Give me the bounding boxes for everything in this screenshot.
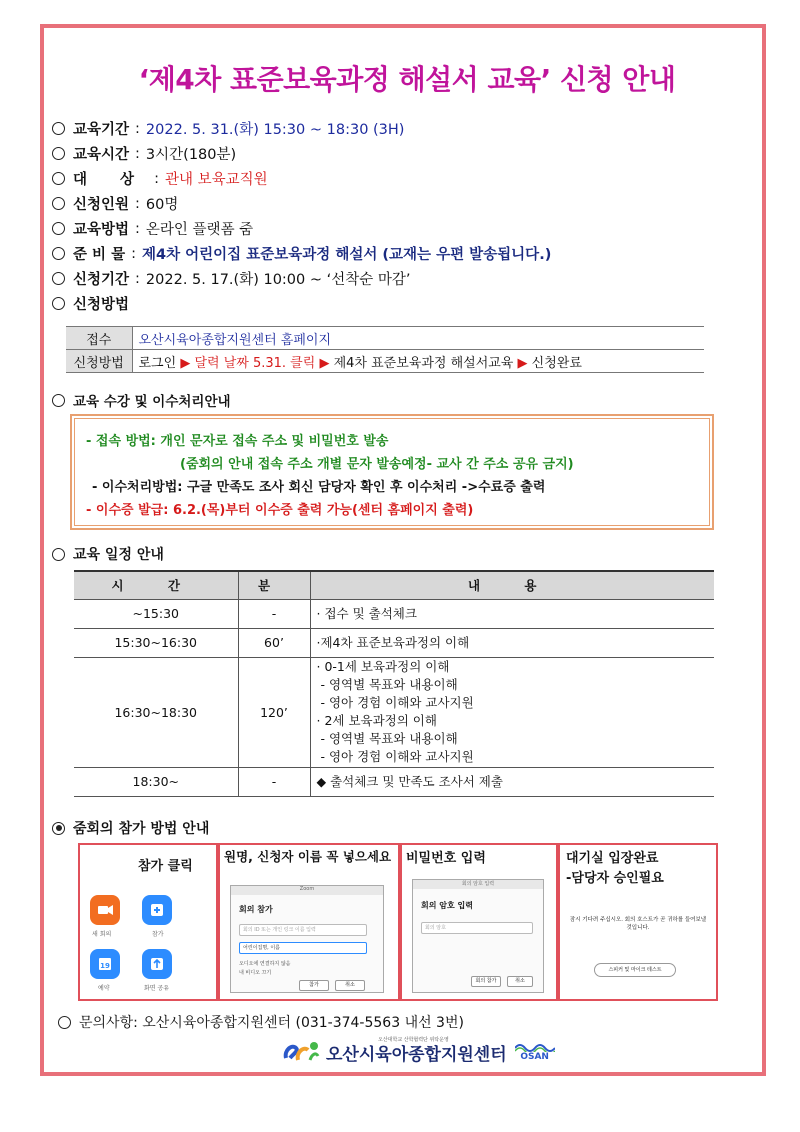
cell-time: 15:30~16:30 <box>74 628 238 657</box>
info-label: 교육시간 <box>73 147 130 163</box>
table-header-row <box>74 571 714 599</box>
contact-line <box>58 1012 464 1032</box>
cell-min: - <box>238 767 310 796</box>
content-line: - 영역별 목표와 내용이해 <box>316 731 458 746</box>
info-value: 제4차 어린이집 표준보육과정 해설서 (교재는 우편 발송됩니다.) <box>142 247 552 263</box>
option-video-off[interactable]: 내 비디오 끄기 <box>239 970 272 976</box>
new-meeting-icon <box>90 895 120 925</box>
schedule-table <box>74 570 714 797</box>
content-line: - 영아 경험 이해와 교사지원 <box>316 749 474 764</box>
circle-bullet-icon <box>52 122 65 135</box>
option-no-audio[interactable]: 오디오에 연결하지 않음 <box>239 961 291 967</box>
completion-heading <box>52 390 231 410</box>
info-list <box>52 116 752 316</box>
section-title: 줌회의 참가 방법 안내 <box>73 821 210 837</box>
cancel-button[interactable]: 취소 <box>335 980 365 991</box>
info-value: 3시간(180분) <box>145 147 237 163</box>
table-row <box>74 599 714 628</box>
cancel-button[interactable]: 취소 <box>507 976 533 987</box>
completion-notice-box <box>70 414 714 530</box>
schedule-heading <box>52 544 164 564</box>
join-icon <box>142 895 172 925</box>
info-duration: 교육시간 : 3시간(180분) <box>52 141 752 166</box>
panel-title: 대기실 입장완료 <box>566 851 659 866</box>
info-period: 교육기간 : 2022. 5. 31.(화) 15:30 ~ 18:30 (3H) <box>52 116 752 141</box>
cell-min: 60’ <box>238 628 310 657</box>
section-title: 교육 수강 및 이수처리안내 <box>73 394 231 410</box>
table-row <box>74 657 714 767</box>
contact-text: 문의사항: 오산시육아종합지원센터 (031-374-5563 내선 3번) <box>79 1015 464 1031</box>
notice-line: (줌회의 안내 접속 주소 개별 문자 발송예정- 교사 간 주소 공유 금지) <box>180 457 574 472</box>
info-label: 신청방법 <box>73 297 130 313</box>
zoom-panel-name <box>218 843 400 1001</box>
zoom-panel-join <box>78 843 218 1001</box>
name-field[interactable]: 어린이집명, 이름 <box>239 942 367 954</box>
circle-bullet-icon <box>52 197 65 210</box>
info-apply-method <box>52 291 752 316</box>
btn-label: 참가 <box>152 931 164 938</box>
osan-wave-icon <box>515 1042 555 1052</box>
zoom-panel-password <box>400 843 558 1001</box>
apply-head-reception: 접수 <box>66 327 132 350</box>
btn-label: 예약 <box>98 985 110 992</box>
apply-table <box>66 326 704 373</box>
info-value: 온라인 플랫폼 줌 <box>145 222 254 238</box>
notice-line: - 이수처리방법: 구글 만족도 조사 회신 담당자 확인 후 이수처리 ->수료증 출력 <box>92 480 546 495</box>
circle-bullet-icon <box>52 247 65 260</box>
panel-title: 참가 클릭 <box>138 859 193 874</box>
header-time: 시 간 <box>74 571 238 599</box>
info-apply-period: 신청기간 : 2022. 5. 17.(화) 10:00 ~ ‘선착순 마감’ <box>52 266 752 291</box>
dialog-title: 회의 암호 입력 <box>421 901 473 910</box>
info-target: 대 상 : 관내 보육교직원 <box>52 166 752 191</box>
waiting-message: 잠시 기다려 주십시오. 회의 호스트가 곧 귀하를 들여보낼 것입니다. <box>569 917 707 931</box>
arrow-right-icon: ▶ <box>517 355 528 371</box>
password-field[interactable]: 회의 암호 <box>421 922 533 934</box>
dialog-bar: Zoom <box>231 886 383 895</box>
info-value: 관내 보육교직원 <box>164 172 268 188</box>
circle-bullet-icon <box>52 548 65 561</box>
info-label: 대 상 <box>73 172 149 188</box>
panel-title: 원명, 신청자 이름 꼭 넣으세요 <box>224 849 392 864</box>
step-done: 신청완료 <box>531 355 582 371</box>
cell-content: · 접수 및 출석체크 <box>310 599 714 628</box>
cell-time: 16:30~18:30 <box>74 657 238 767</box>
info-method: 교육방법 : 온라인 플랫폼 줌 <box>52 216 752 241</box>
info-value: 60명 <box>145 197 179 213</box>
content-line: · 2세 보육과정의 이해 <box>316 713 437 728</box>
center-logo <box>282 1038 555 1066</box>
step-course: 제4차 표준보육과정 해설서교육 <box>333 355 514 371</box>
arrow-right-icon: ▶ <box>180 355 191 371</box>
content-line: - 영역별 목표와 내용이해 <box>316 677 458 692</box>
circle-bullet-icon <box>52 297 65 310</box>
info-value: 2022. 5. 31.(화) 15:30 ~ 18:30 (3H) <box>145 122 405 138</box>
panel-subtitle: -담당자 승인필요 <box>566 871 664 886</box>
info-capacity: 신청인원 : 60명 <box>52 191 752 216</box>
join-dialog <box>230 885 384 993</box>
info-materials: 준 비 물 : 제4차 어린이집 표준보육과정 해설서 (교재는 우편 발송됩니다.) <box>52 241 752 266</box>
section-title: 교육 일정 안내 <box>73 547 164 563</box>
cell-min: 120’ <box>238 657 310 767</box>
zoom-heading <box>52 818 209 838</box>
btn-label: 새 회의 <box>92 931 112 938</box>
cell-time: 18:30~ <box>74 767 238 796</box>
join-button[interactable]: 참가 <box>299 980 329 991</box>
apply-head-method: 신청방법 <box>66 350 132 373</box>
table-row <box>74 767 714 796</box>
speaker-test-button[interactable]: 스피커 및 마이크 테스트 <box>594 963 676 977</box>
btn-label: 화면 공유 <box>144 985 170 992</box>
info-label: 신청인원 <box>73 197 130 213</box>
info-label: 교육방법 <box>73 222 130 238</box>
dialog-bar: 회의 암호 입력 <box>413 880 543 889</box>
content-line: · 0-1세 보육과정의 이해 <box>316 659 450 674</box>
info-value: 2022. 5. 17.(화) 10:00 ~ ‘선착순 마감’ <box>145 272 411 288</box>
osan-logo <box>515 1042 555 1062</box>
apply-reception-value: 오산시육아종합지원센터 홈페이지 <box>132 327 704 350</box>
content-line: - 영아 경험 이해와 교사지원 <box>316 695 474 710</box>
cell-content <box>310 657 714 767</box>
circle-bullet-icon <box>52 147 65 160</box>
schedule-icon <box>90 949 120 979</box>
circle-bullet-icon <box>52 394 65 407</box>
cell-min: - <box>238 599 310 628</box>
header-content: 내 용 <box>310 571 714 599</box>
apply-steps <box>132 350 704 373</box>
logo-name: 오산시육아종합지원센터 <box>326 1044 507 1065</box>
info-label: 신청기간 <box>73 272 130 288</box>
circle-bullet-icon <box>52 222 65 235</box>
info-label: 준 비 물 <box>73 247 126 263</box>
cell-content: ·제4차 표준보육과정의 이해 <box>310 628 714 657</box>
center-logo-icon <box>282 1038 322 1066</box>
header-minutes: 분 <box>238 571 310 599</box>
zoom-panel-waiting <box>558 843 718 1001</box>
notice-line: - 이수증 발급: 6.2.(목)부터 이수증 출력 가능(센터 홈페이지 출력) <box>86 503 474 518</box>
cell-content: ◆ 출석체크 및 만족도 조사서 제출 <box>310 767 714 796</box>
page-frame <box>40 24 766 1076</box>
cell-time: ~15:30 <box>74 599 238 628</box>
radio-selected-icon <box>52 822 65 835</box>
share-screen-icon <box>142 949 172 979</box>
table-row <box>66 327 704 350</box>
arrow-right-icon: ▶ <box>319 355 330 371</box>
panel-title: 비밀번호 입력 <box>406 851 486 866</box>
table-row <box>74 628 714 657</box>
svg-text:19: 19 <box>100 962 110 970</box>
step-calendar: 달력 날짜 5.31. 클릭 <box>194 355 316 371</box>
circle-bullet-icon <box>52 272 65 285</box>
step-login: 로그인 <box>138 355 177 371</box>
table-row <box>66 350 704 373</box>
meeting-id-field[interactable]: 회의 ID 또는 개인 링크 이름 입력 <box>239 924 367 936</box>
dialog-title: 회의 참가 <box>239 905 273 914</box>
zoom-guide <box>78 843 718 1001</box>
info-label: 교육기간 <box>73 122 130 138</box>
join-meeting-button[interactable]: 회의 참가 <box>471 976 501 987</box>
circle-bullet-icon <box>58 1016 71 1029</box>
notice-line: - 접속 방법: 개인 문자로 접속 주소 및 비밀번호 발송 <box>86 434 389 449</box>
logo-subtitle: 오산대학교 산학협력단 위탁운영 <box>378 1037 449 1043</box>
password-dialog <box>412 879 544 993</box>
osan-text: OSAN <box>520 1052 549 1062</box>
page-title: ‘제4차 표준보육과정 해설서 교육’ 신청 안내 <box>138 63 676 96</box>
circle-bullet-icon <box>52 172 65 185</box>
